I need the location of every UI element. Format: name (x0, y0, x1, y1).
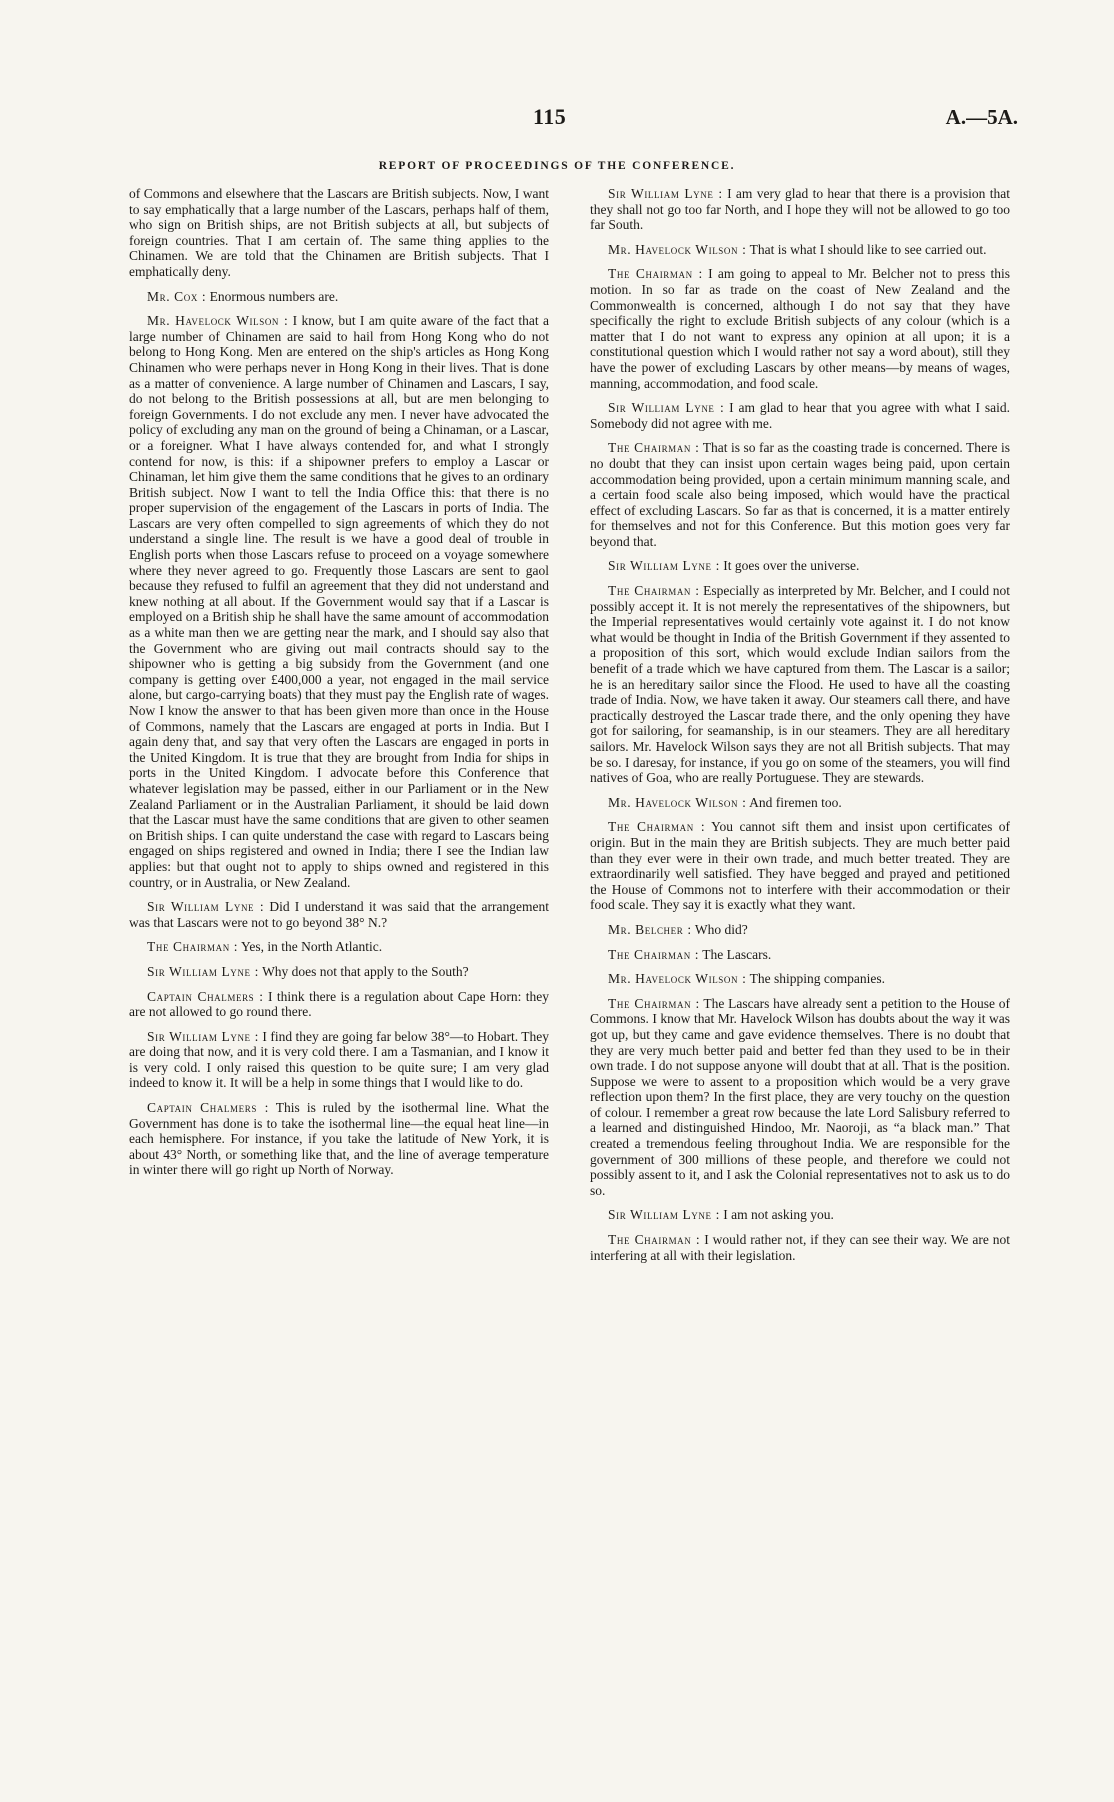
paragraph (129, 1100, 549, 1178)
paragraph (590, 266, 1010, 391)
paragraph-text: Why does not that apply to the South? (262, 963, 469, 979)
paragraph-text: That is what I should like to see carried out. (749, 241, 987, 257)
paragraph (129, 939, 549, 955)
paragraph-text: Did I understand it was said that the arrangement was that Lascars were not to go beyond 38° N.? (129, 899, 550, 930)
paragraph-text: The shipping companies. (749, 971, 885, 987)
speaker-name: The Chairman : (147, 939, 239, 955)
paragraph-text: of Commons and elsewhere that the Lascars are British subjects. Now, I want to say emphatically that a large number of the Lascars, perhaps half of them, who sign on British ships, are not British subjects at all, but subjects of foreign countries. That I am certain of. The same thing applies to the Chinamen. We are told that the Chinamen are British subjects. That I emphatically deny. (129, 186, 549, 279)
speaker-name: The Chairman : (608, 583, 700, 599)
paragraph (129, 289, 549, 305)
page-number: 115 (533, 104, 567, 129)
document-reference: A.—5A. (945, 105, 1018, 129)
paragraph (590, 400, 1010, 431)
speaker-name: The Chairman : (608, 946, 700, 962)
paragraph-text: I am going to appeal to Mr. Belcher not to press this motion. In so far as trade on the coast of New Zealand and the Commonwealth is concerned, although I do not say that they have specifically the right to exclude British subjects of any colour (which is a matter that I do not want to express any opinion at all upon; it is a constitutional question which I would rather not say a word about), still they have the power of excluding Lascars by other means—by means of wages, manning, accommodation, and food scale. (590, 266, 1011, 391)
speaker-name: The Chairman : (608, 819, 706, 835)
speaker-name: Sir William Lyne : (147, 963, 259, 979)
speaker-name: Sir William Lyne : (147, 1028, 260, 1044)
paragraph (590, 1232, 1010, 1263)
speaker-name: Mr. Havelock Wilson : (147, 313, 289, 329)
paragraph-text: Who did? (694, 921, 748, 937)
paragraph-text: I am very glad to hear that there is a provision that they shall not go too far North, and I hope they will not be allowed to go too far South. (590, 186, 1010, 233)
paragraph-text: You cannot sift them and insist upon certificates of origin. But in the main they are British subjects. They are much better paid than they ever were in their own trade, and much better treated. They are extraordinarily well satisfied. They have begged and prayed and petitioned the House of Commons not to interfere with their accommodation or their food scale. They say it is exactly what they want. (590, 819, 1010, 913)
paragraph-text: I find they are going far below 38°—to Hobart. They are doing that now, and it is very cold there. I am a Tasmanian, and I know it is very cold. I only raised this question to be quite sure; I am very glad indeed to know it. It will be a help in some things that I would like to do. (129, 1028, 550, 1091)
paragraph (590, 186, 1010, 233)
paragraph (590, 242, 1010, 258)
paragraph (590, 922, 1010, 938)
paragraph (129, 186, 549, 280)
paragraph-text: It goes over the universe. (723, 558, 860, 574)
paragraph-text: That is so far as the coasting trade is concerned. There is no doubt that they can insist upon certain wages being paid, upon certain accommodation being provided, upon a certain minimum manning scale, and a certain food scale also being imposed, which would have the practical effect of excluding Lascars. So far as that is concerned, it is a matter entirely for themselves and not for this Conference. But this motion goes very far beyond that. (590, 440, 1010, 549)
paragraph-text: Yes, in the North Atlantic. (241, 939, 383, 955)
speaker-name: The Chairman : (608, 266, 703, 282)
speaker-name: Sir William Lyne : (608, 186, 723, 201)
speaker-name: Captain Chalmers : (147, 988, 264, 1004)
paragraph (590, 1207, 1010, 1223)
paragraph-text: I would rather not, if they can see their way. We are not interfering at all with their legislation. (590, 1232, 1011, 1263)
paragraph (590, 819, 1010, 913)
paragraph (129, 313, 549, 890)
speaker-name: Sir William Lyne : (608, 558, 720, 574)
speaker-name: The Chairman : (608, 1232, 701, 1248)
right-column (590, 186, 1010, 1272)
paragraph-text: And firemen too. (749, 794, 842, 810)
paragraph-text: I think there is a regulation about Cape Horn: they are not allowed to go round there. (129, 988, 550, 1020)
paragraph (590, 996, 1010, 1199)
speaker-name: Mr. Havelock Wilson : (608, 241, 747, 257)
paragraph-text: I am glad to hear that you agree with what I said. Somebody did not agree with me. (590, 400, 1010, 431)
paragraph (129, 989, 549, 1020)
paragraph (590, 947, 1010, 963)
speaker-name: Sir William Lyne : (608, 400, 725, 416)
paragraph (590, 795, 1010, 811)
paragraph-text: The Lascars have already sent a petition to the House of Commons. I know that Mr. Havelock Wilson has doubts about the way it was got up, but they came and gave evidence themselves. There is no doubt that they are very much better paid and better fed than they used to be in their own trade. I do not suppose anyone will doubt that at all. That is the position. Suppose we were to assent to a proposition which would be a very grave reflection upon them? In the first place, they are very touchy on the question of colour. I remember a great row because the late Lord Salisbury referred to a learned and distinguished Hindoo, Mr. Naoroji, as “a black man.” That created a tremendous feeling throughout India. We are responsible for the government of 300 millions of these people, and therefore we could not possibly assent to it, and I ask the Colonial representatives not to ask us to do so. (590, 995, 1010, 1198)
speaker-name: Mr. Belcher : (608, 921, 692, 937)
paragraph (590, 971, 1010, 987)
paragraph-text: Especially as interpreted by Mr. Belcher, and I could not possibly accept it. It is not merely the representatives of the shipowners, but the Imperial representatives would certainly vote against it. I do not know what would be thought in India of the British Government if they assented to a proposition of this sort, which would exclude Indian sailors from the benefit of a trade which we have captured from them. The Lascar is a sailor; he is an hereditary sailor since the Flood. He used to have all the coasting trade of India. Now, we have taken it away. Our steamers call there, and have practically destroyed the Lascar trade there, and the only opening they have got for sailoring, for seamanship, is in our steamers. They are all hereditary sailors. Mr. Havelock Wilson says they are not all British subjects. That may be so. I daresay, for instance, if you go on some of the steamers, you will find natives of Goa, who are really Portuguese. They are stewards. (590, 583, 1010, 786)
paragraph (129, 964, 549, 980)
paragraph-text: I am not asking you. (723, 1207, 834, 1223)
speaker-name: The Chairman : (608, 995, 700, 1011)
paragraph-text: This is ruled by the isothermal line. What the Government has done is to take the isothermal line—the equal heat line—in each hemisphere. For instance, if you take the latitude of New York, it is about 43° North, or something like that, and the line of average temperature in winter there will go right up North of Norway. (129, 1100, 549, 1178)
paragraph (129, 899, 549, 930)
speaker-name: Captain Chalmers : (147, 1100, 269, 1116)
paragraph (590, 583, 1010, 786)
paragraph-text: Enormous numbers are. (209, 288, 339, 304)
paragraph (129, 1029, 549, 1091)
left-column (129, 186, 549, 1187)
paragraph-text: The Lascars. (702, 946, 772, 962)
running-title: REPORT OF PROCEEDINGS OF THE CONFERENCE. (378, 160, 736, 172)
speaker-name: Sir William Lyne : (608, 1207, 720, 1223)
speaker-name: Mr. Cox : (147, 288, 207, 304)
paragraph (590, 558, 1010, 574)
speaker-name: Sir William Lyne : (147, 899, 265, 915)
speaker-name: Mr. Havelock Wilson : (608, 794, 747, 810)
paragraph (590, 440, 1010, 549)
speaker-name: Mr. Havelock Wilson : (608, 971, 747, 987)
paragraph-text: I know, but I am quite aware of the fact that a large number of Chinamen are said to hail from Hong Kong who do not belong to Hong Kong. Men are entered on the ship's articles as Hong Kong Chinamen who were perhaps never in Hong Kong in their lives. That is done as a matter of convenience. A large number of Chinamen and Lascars, I say, do not belong to the British possessions at all, but are men belonging to foreign Governments. I do not exclude any men. I never have advocated the policy of excluding any man on the ground of being a Chinaman, or a Lascar, or a foreigner. What I have always contended for, and what I strongly contend for now, is this: if a shipowner prefers to employ a Lascar or Chinaman, let him give them the same conditions that he gives to an ordinary British subject. Now I want to tell the India Office this: that there is no proper supervision of the engagement of the Lascars in ports of India. The Lascars are very often compelled to sign agreements of which they do not understand a single line. The result is we have a good deal of trouble in English ports when those Lascars refuse to proceed on a voyage somewhere where they never agreed to go. Frequently those Lascars are sent to gaol because they refused to fulfil an agreement that they did not understand and knew nothing at all about. If the Government would say that if a Lascar is employed on a British ship he shall have the same amount of accommodation as a white man then we are getting near the mark, and I should say also that the Government who are giving out mail contracts should say to the shipowner who is getting a big subsidy from the Government (and one company is getting over £400,000 a year, not engaged in the mail service alone, but cargo-carrying boats) that they must pay the English rate of wages. Now I know the answer to that has been given more than once in the House of Commons, namely that the Lascars are engaged at ports in India. But I again deny that, and say that very often the Lascars are engaged in ports in the United Kingdom. It is true that they are brought from India for ships in ports in the United Kingdom. I advocate before this Conference that whatever legislation may be passed, either in our Parliament or in the New Zealand Parliament or in the Australian Parliament, it should be laid down that the Lascar must have the same conditions that are given to other seamen on British ships. I can quite understand the case with regard to Lascars being engaged on ships registered and owned in India; there I see the Indian law applies: but that ought not to apply to ships owned and registered in this country, or in Australia, or New Zealand. (129, 313, 550, 890)
speaker-name: The Chairman : (608, 440, 700, 456)
